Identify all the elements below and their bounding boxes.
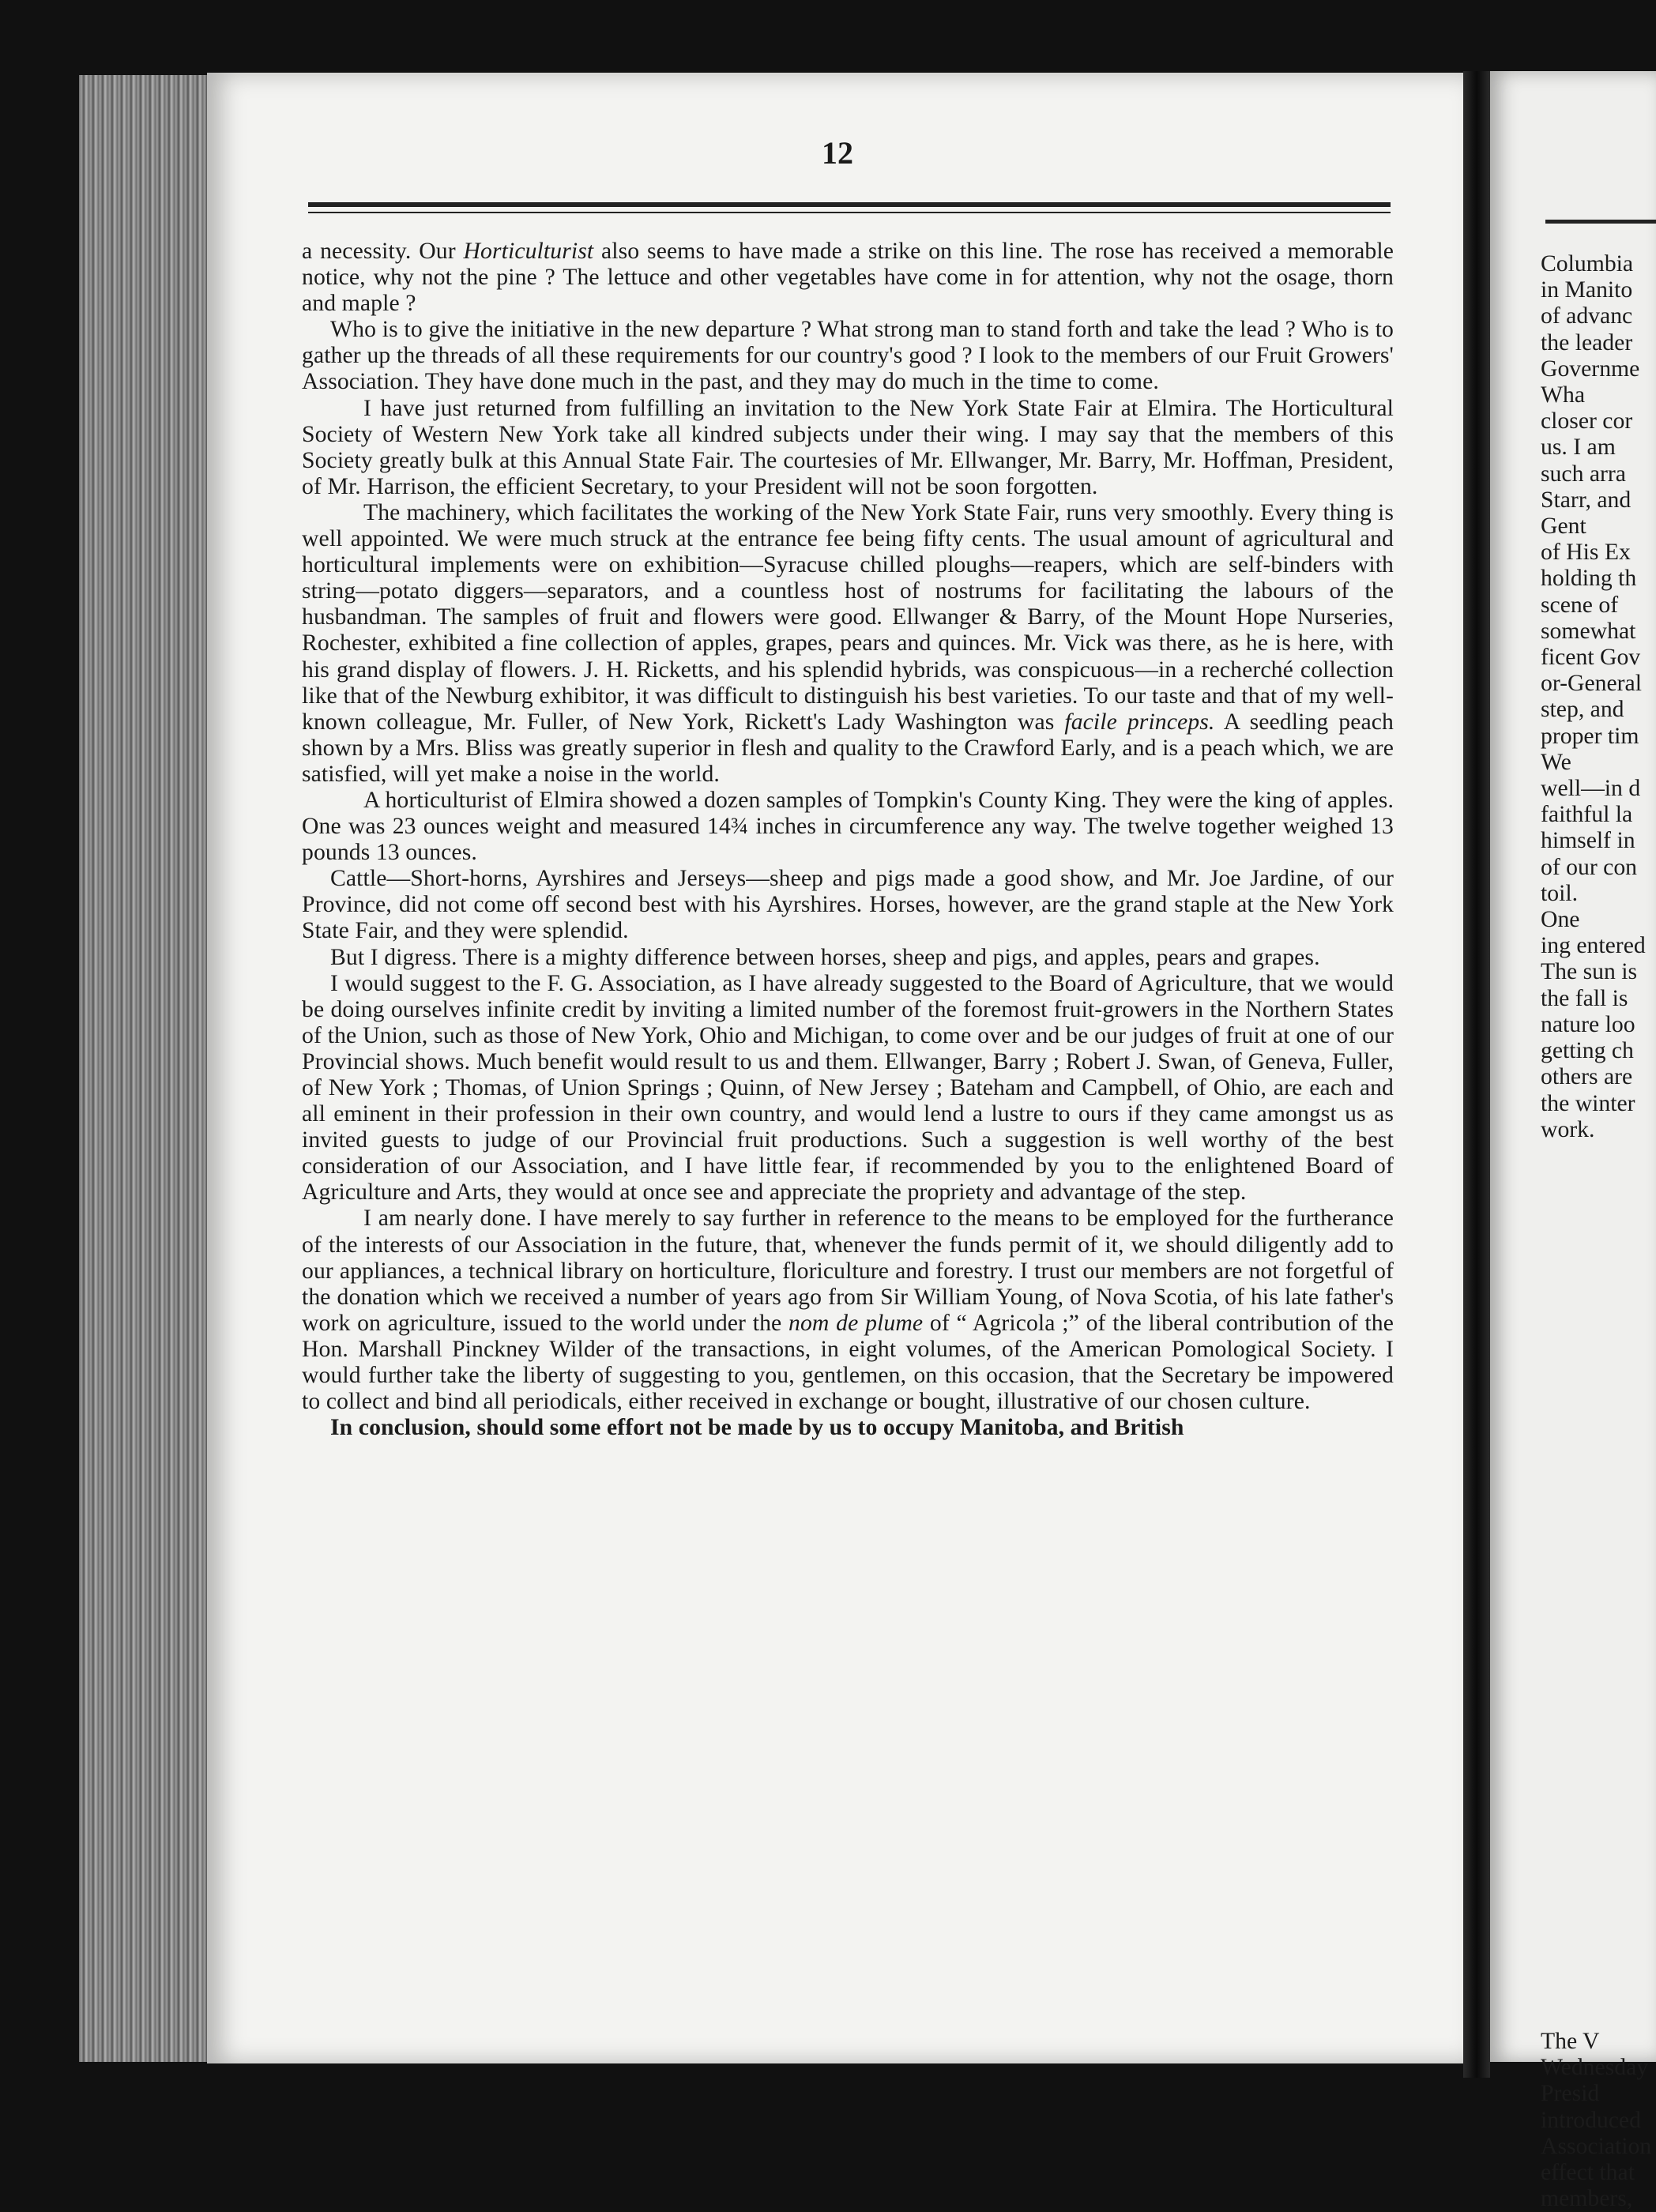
book-page-edges <box>79 75 213 2062</box>
right-page-line: in Manito <box>1541 277 1633 303</box>
right-page-line: holding th <box>1541 566 1637 592</box>
right-page-line: introduced <box>1541 2107 1641 2133</box>
paragraph <box>302 396 1394 500</box>
paragraph-text: of “ Agricola ;” of the liberal contribution of the Hon. Marshall Pinckney Wilder of the transactions, in eight volumes, of the American Pomological Society. I would further take the liberty of suggesting to you, gentlemen, on this occasion, that the Secretary be impowered to collect and bind all periodicals, either received in exchange or bought, illustrative of our chosen culture. <box>302 1310 1394 1415</box>
paragraph-text: A seedling peach shown by a Mrs. Bliss was greatly superior in flesh and quality to the Crawford Early, and is a peach which, we are satisfied, will yet make a noise in the world. <box>302 709 1394 787</box>
right-page-line: himself in <box>1541 828 1635 854</box>
body-text <box>302 239 1394 1441</box>
paragraph <box>302 866 1394 944</box>
right-page-line: the winter <box>1541 1090 1635 1116</box>
paragraph <box>302 317 1394 395</box>
italic-text: Horticulturist <box>463 239 594 264</box>
right-page-line: the fall is <box>1541 985 1628 1011</box>
paragraph-text: But I digress. There is a mighty difference between horses, sheep and pigs, and apples, pears and grapes. <box>330 944 1320 970</box>
right-page-line: Starr, and <box>1541 487 1632 513</box>
right-page-line: One <box>1541 907 1580 933</box>
right-page-line: effect that <box>1541 2160 1635 2186</box>
paragraph-text: In conclusion, should some effort not be made by us to occupy Manitoba, and British <box>330 1415 1184 1441</box>
right-page-line: scene of <box>1541 592 1619 618</box>
right-page-header-rule <box>1545 220 1656 224</box>
paragraph <box>302 945 1394 971</box>
paragraph <box>302 1415 1394 1441</box>
paragraph-text: Who is to give the initiative in the new departure ? What strong man to stand forth and take the lead ? Who is to gather up the threads of all these requirements for our country's good ? I look to the members of our Fruit Growers' Association. They have done much in the past, and they may do much in the time to come. <box>302 317 1394 395</box>
paragraph-text: A horticulturist of Elmira showed a dozen samples of Tompkin's County King. They were the king of apples. One was 23 ounces weight and measured 14¾ inches in circumference any way. The twelve together weighed 13 pounds 13 ounces. <box>302 787 1394 866</box>
right-page-line: proper tim <box>1541 723 1639 749</box>
header-rule-thick <box>308 202 1391 207</box>
right-page-line: The sun is <box>1541 959 1638 985</box>
right-page-line: well—in d <box>1541 776 1641 802</box>
paragraph-text: The machinery, which facilitates the working of the New York State Fair, runs very smoothly. Every thing is well appointed. We were much struck at the entrance fee being fifty cents. The usual amount of agricultural and horticultural implements were on exhibition—Syracuse chilled ploughs—reapers, which are self-binders with string—potato diggers—separators, and a countless host of nostrums for facilitating the labours of the husbandman. The samples of fruit and flowers were good. Ellwanger & Barry, of the Mount Hope Nurseries, Rochester, exhibited a fine collection of apples, grapes, pears and quinces. Mr. Vick was there, as he is here, with his grand display of flowers. J. H. Ricketts, and his splendid hybrids, was conspicuous—in a recherché collection like that of the Newburg exhibitor, it was difficult to distinguish his best varieties. To our taste and that of my well-known colleague, Mr. Fuller, of New York, Rickett's Lady Washington was <box>302 499 1394 735</box>
right-page-line: step, and <box>1541 697 1624 723</box>
paragraph <box>302 239 1394 317</box>
paragraph <box>302 971 1394 1206</box>
paragraph <box>302 1206 1394 1415</box>
right-page-line: closer cor <box>1541 408 1633 434</box>
paragraph-text: I would suggest to the F. G. Association, as I have already suggested to the Board of Agriculture, that we would be doing ourselves infinite credit by inviting a limited number of the foremost fruit-growers in the Northern States of the Union, such as those of New York, Ohio and Michigan, to come over and be our judges of fruit at one of our Provincial shows. Much benefit would result to us and them. Ellwanger, Barry ; Robert J. Swan, of Geneva, Fuller, of New York ; Thomas, of Union Springs ; Quinn, of New Jersey ; Bateham and Campbell, of Ohio, are each and all eminent in their profession in their own country, and would lend a lustre to ours if they came amongst us as invited guests to judge of our Provincial fruit productions. Such a suggestion is well worthy of the best consideration of our Association, and I have little fear, if recommended by you to the enlightened Board of Agriculture and Arts, they would at once see and appreciate the propriety and advantage of the step. <box>302 970 1394 1206</box>
right-page-line: somewhat <box>1541 618 1636 644</box>
page-number: 12 <box>822 135 853 171</box>
right-page-line: Wha <box>1541 382 1586 408</box>
italic-text: nom de plume <box>788 1310 924 1336</box>
book-gutter <box>1463 71 1490 2078</box>
right-page-line: the leader <box>1541 329 1633 356</box>
paragraph-text: also seems to have made a strike on this line. The rose has received a memorable notice, why not the pine ? The lettuce and other vegetables have come in for attention, why not the osage, thorn and maple ? <box>302 239 1394 317</box>
paragraph-text: I have just returned from fulfilling an invitation to the New York State Fair at Elmira. The Horticultural Society of Western New York take all kindred subjects under their wing. I may say that the members of this Society greatly bulk at this Annual State Fair. The courtesies of Mr. Ellwanger, Mr. Barry, Mr. Hoffman, President, of Mr. Harrison, the efficient Secretary, to your President will not be soon forgotten. <box>302 395 1394 499</box>
header-rule-thin <box>308 212 1391 213</box>
italic-text: facile princeps. <box>1064 709 1215 735</box>
paragraph-text: I am nearly done. I have merely to say further in reference to the means to be employed for the furtherance of the interests of our Association in the future, that, whenever the funds permit of it, we should diligently add to our appliances, a technical library on horticulture, floriculture and forestry. I trust our members are not forgetful of the donation which we received a number of years ago from Sir William Young, of Nova Scotia, of his late father's work on agriculture, issued to the world under the <box>302 1206 1394 1336</box>
right-page-line: toil. <box>1541 880 1579 906</box>
right-page-line: Wednesday <box>1541 2055 1649 2081</box>
paragraph-text: a necessity. Our <box>302 239 464 264</box>
right-page-line: faithful la <box>1541 802 1633 828</box>
right-page-line: work. <box>1541 1116 1595 1142</box>
right-page-line: Gent <box>1541 514 1586 540</box>
right-page-lower-text <box>1541 2029 1651 2212</box>
right-page-line: getting ch <box>1541 1038 1634 1064</box>
right-page-line: We <box>1541 749 1571 775</box>
right-page-line: of our con <box>1541 854 1638 880</box>
right-page-line: nature loo <box>1541 1011 1635 1037</box>
right-page-line: of His Ex <box>1541 540 1631 566</box>
right-page-line: or-General <box>1541 671 1642 697</box>
right-page-line: Columbia <box>1541 251 1634 276</box>
paragraph-text: Cattle—Short-horns, Ayrshires and Jerseys—sheep and pigs made a good show, and Mr. Joe Jardine, of our Province, did not come off second best with his Ayrshires. Horses, however, are the grand staple at the New York State Fair, and they were splendid. <box>302 866 1394 944</box>
right-page-line: us. I am <box>1541 434 1616 461</box>
right-page-line: Presid <box>1541 2081 1600 2107</box>
right-page-line: ficent Gov <box>1541 645 1641 671</box>
right-page-line: Governme <box>1541 356 1640 382</box>
right-page-line: The V <box>1541 2029 1600 2054</box>
right-page-line: of advanc <box>1541 303 1633 329</box>
paragraph <box>302 788 1394 866</box>
paragraph <box>302 500 1394 788</box>
right-page-line: Association <box>1541 2133 1652 2159</box>
right-page-text <box>1541 251 1656 1143</box>
right-page-line: members, <box>1541 2186 1633 2212</box>
right-page-line: ing entered <box>1541 933 1646 959</box>
right-page-line: others are <box>1541 1064 1633 1090</box>
right-page-line: such arra <box>1541 461 1626 487</box>
